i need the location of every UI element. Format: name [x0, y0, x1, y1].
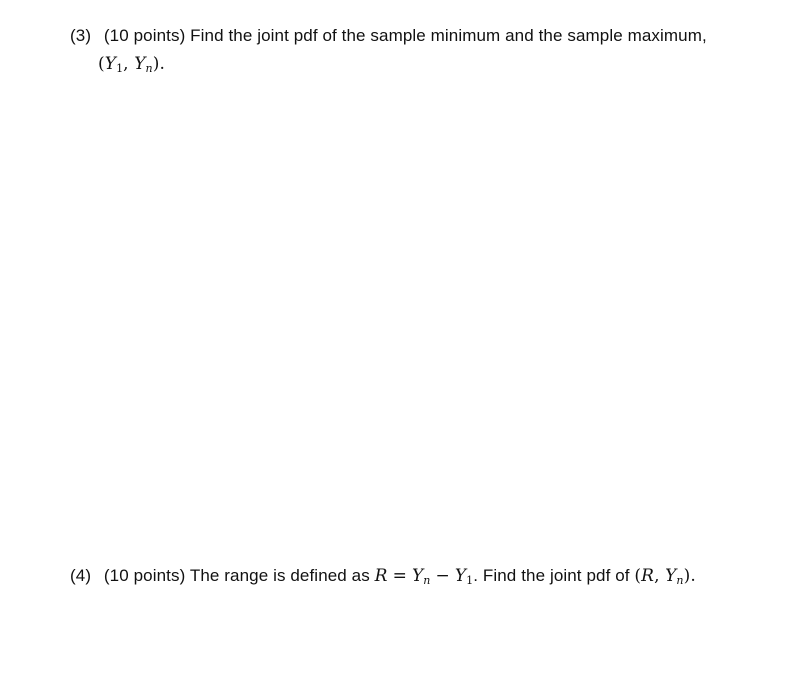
math-sub-1: 1 [466, 574, 474, 587]
problem-3-math [70, 50, 770, 78]
math-r: R [641, 566, 655, 586]
problem-4 [70, 562, 770, 590]
math-period: . [690, 566, 696, 586]
math-yn: Y [665, 566, 677, 586]
math-minus: − [435, 566, 450, 586]
math-y1: Y [454, 566, 467, 586]
math-open-paren: ( [98, 54, 105, 74]
problem-3 [70, 22, 770, 78]
math-open-paren: ( [634, 566, 642, 586]
math-sub-n: n [145, 62, 153, 75]
math-comma: , [654, 566, 660, 586]
math-r: R [374, 566, 388, 586]
problem-4-line-1 [70, 562, 770, 590]
math-equals: = [392, 566, 407, 586]
math-period: . [159, 54, 165, 74]
problem-4-range-definition [375, 566, 474, 586]
math-close-paren: ) [683, 566, 691, 586]
problem-3-line-1 [70, 22, 770, 50]
math-y1: Y [104, 54, 117, 74]
math-comma: , [123, 54, 129, 74]
problem-4-number: (4) [70, 566, 92, 585]
problem-4-pair [634, 566, 695, 586]
math-close-paren: ) [152, 54, 160, 74]
problem-3-number: (3) [70, 26, 92, 45]
math-yn: Y [134, 54, 146, 74]
math-yn: Y [411, 566, 424, 586]
problem-4-points: (10 points) [103, 566, 186, 585]
problem-4-text-before: The range is defined as [189, 566, 370, 585]
problem-3-points: (10 points) [103, 26, 186, 45]
math-sub-n: n [423, 574, 431, 587]
problem-3-text: Find the joint pdf of the sample minimum and the sample maximum, [190, 26, 707, 45]
math-sub-1: 1 [116, 62, 124, 75]
math-sub-n: n [676, 574, 684, 587]
problem-4-text-after: . Find the joint pdf of [473, 566, 630, 585]
